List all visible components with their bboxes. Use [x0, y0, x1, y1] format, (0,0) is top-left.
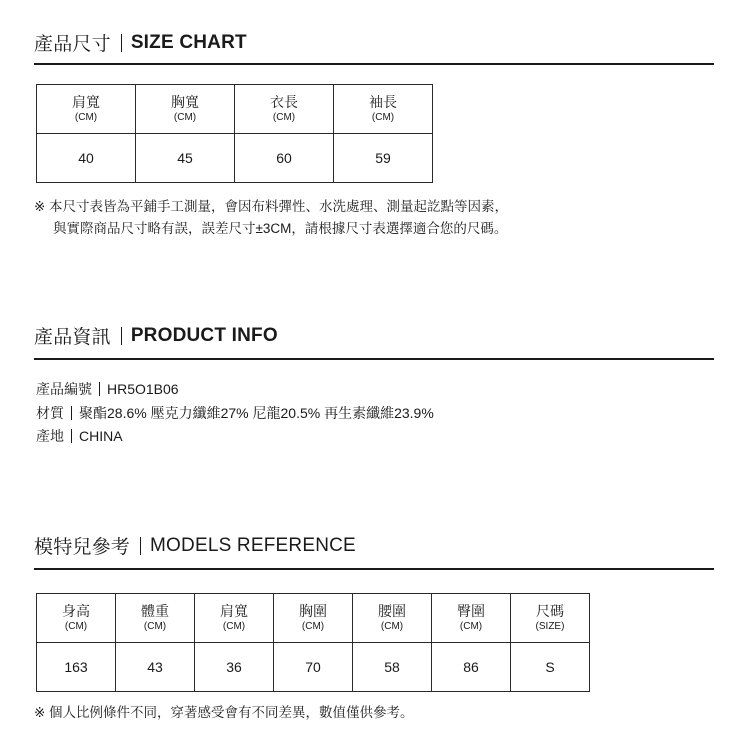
size-header-cell: 肩寬 (CM) [37, 85, 136, 134]
model-value-cell: S [511, 643, 590, 692]
model-value-cell: 58 [353, 643, 432, 692]
size-header-cell: 袖長 (CM) [334, 85, 433, 134]
model-header-cell: 腰圍 (CM) [353, 594, 432, 643]
models-title-zh: 模特兒參考 [34, 537, 131, 558]
product-info-heading [34, 322, 278, 349]
size-note-line-2: 與實際商品尺寸略有誤，誤差尺寸±3CM，請根據尺寸表選擇適合您的尺碼。 [53, 221, 508, 236]
product-info-title-zh: 產品資訊 [34, 327, 111, 348]
models-reference-heading [34, 532, 356, 559]
models-reference-rule [34, 568, 714, 570]
size-chart-title-en: SIZE CHART [130, 31, 247, 53]
models-note: ※ 個人比例條件不同，穿著感受會有不同差異，數值僅供參考。 [34, 705, 414, 720]
size-chart-note [34, 196, 508, 240]
model-header-cell: 身高 (CM) [37, 594, 116, 643]
model-value-cell: 43 [116, 643, 195, 692]
size-value-cell: 40 [37, 134, 136, 183]
size-chart-table [36, 84, 433, 183]
info-row-origin: 產地 CHINA [36, 428, 123, 444]
title-divider [121, 34, 122, 52]
model-value-cell: 86 [432, 643, 511, 692]
product-info-rule [34, 358, 714, 360]
size-value-cell: 59 [334, 134, 433, 183]
model-header-cell: 尺碼 (SIZE) [511, 594, 590, 643]
size-value-cell: 60 [235, 134, 334, 183]
model-value-cell: 163 [37, 643, 116, 692]
product-info-title-en: PRODUCT INFO [130, 324, 278, 346]
title-divider [121, 327, 122, 345]
info-row-material: 材質 聚酯28.6% 壓克力纖維27% 尼龍20.5% 再生素纖維23.9% [36, 404, 434, 421]
model-header-cell: 體重 (CM) [116, 594, 195, 643]
model-value-cell: 70 [274, 643, 353, 692]
models-reference-table [36, 593, 590, 692]
model-value-cell: 36 [195, 643, 274, 692]
model-header-cell: 胸圍 (CM) [274, 594, 353, 643]
info-row-code: 產品編號 HR5O1B06 [36, 381, 179, 397]
size-value-cell: 45 [136, 134, 235, 183]
size-chart-heading [34, 29, 247, 56]
model-header-cell: 肩寬 (CM) [195, 594, 274, 643]
model-header-cell: 臀圍 (CM) [432, 594, 511, 643]
size-header-cell: 衣長 (CM) [235, 85, 334, 134]
size-chart-title-zh: 產品尺寸 [34, 34, 111, 55]
product-info-list [36, 378, 434, 449]
title-divider [140, 537, 141, 555]
size-header-cell: 胸寬 (CM) [136, 85, 235, 134]
size-note-line-1: ※ 本尺寸表皆為平鋪手工測量，會因布料彈性、水洗處理、測量起訖點等因素， [34, 199, 509, 214]
models-title-en: MODELS REFERENCE [150, 534, 356, 556]
size-chart-rule [34, 63, 714, 65]
